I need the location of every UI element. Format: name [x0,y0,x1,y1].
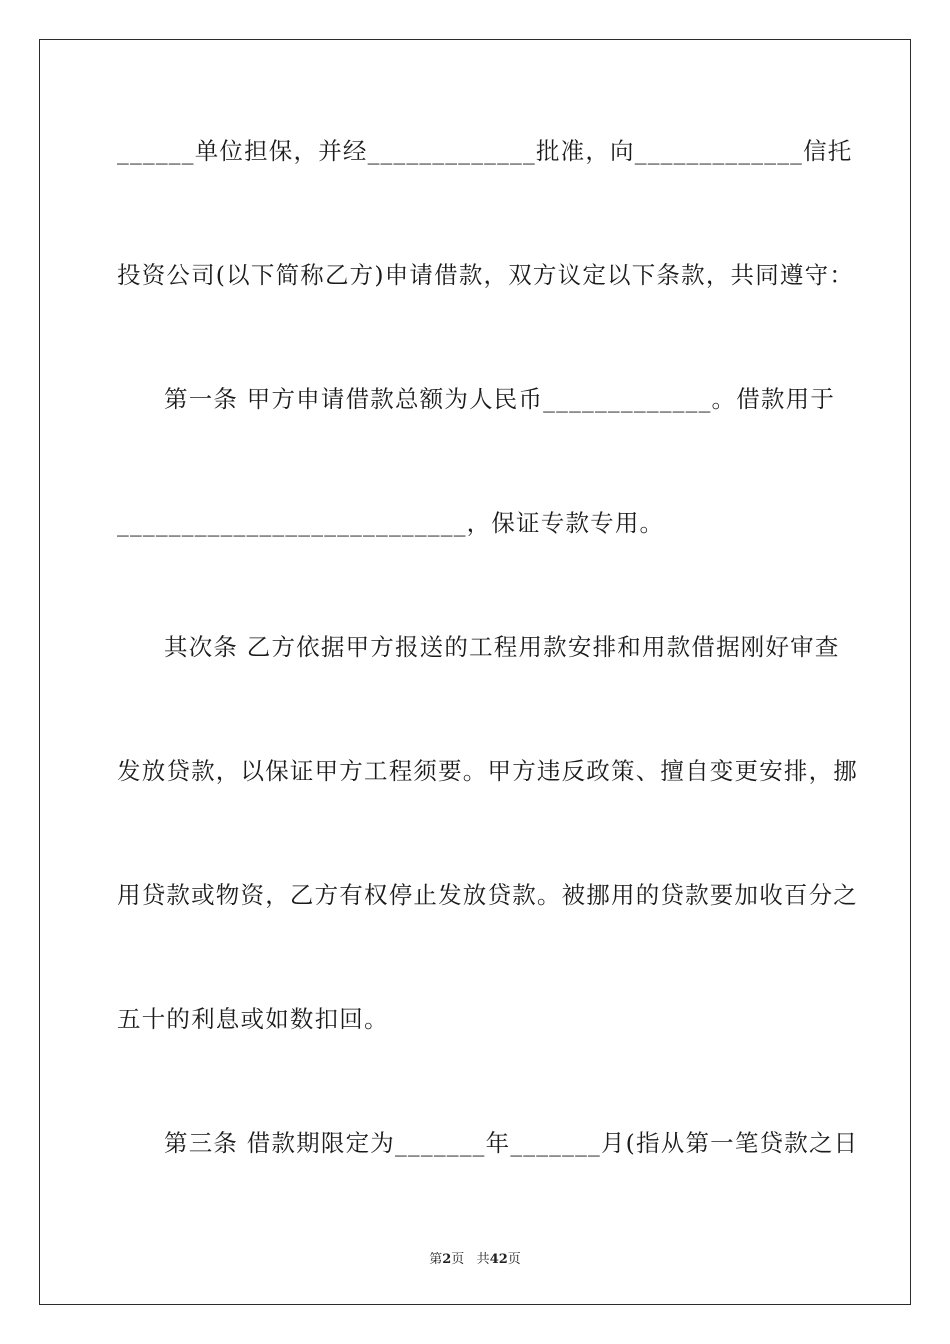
article-2-line-3: 用贷款或物资，乙方有权停止发放贷款。被挪用的贷款要加收百分之 [117,881,858,909]
article-2-line-1: 其次条 乙方依据甲方报送的工程用款安排和用款借据刚好审查 [164,633,840,661]
article-1-line-2: ___________________________，保证专款专用。 [117,509,665,537]
page-border [39,39,911,1305]
total-prefix: 共 [476,1252,490,1267]
page-number: 2 [442,1252,452,1267]
page-suffix: 页 [451,1252,465,1267]
total-pages: 42 [489,1252,508,1267]
page-prefix: 第 [429,1252,443,1267]
article-2-line-2: 发放贷款，以保证甲方工程须要。甲方违反政策、擅自变更安排，挪 [117,757,858,785]
article-2-line-4: 五十的利息或如数扣回。 [117,1005,389,1033]
total-suffix: 页 [507,1252,521,1267]
article-1-line-1: 第一条 甲方申请借款总额为人民币_____________。借款用于 [164,385,836,413]
text-line-1: ______单位担保，并经_____________批准，向_____________信托 [117,137,853,165]
page-footer [0,1248,950,1267]
article-3-line-1: 第三条 借款期限定为_______年_______月(指从第一笔贷款之日 [164,1129,859,1157]
text-line-2: 投资公司(以下简称乙方)申请借款，双方议定以下条款，共同遵守： [117,261,855,289]
